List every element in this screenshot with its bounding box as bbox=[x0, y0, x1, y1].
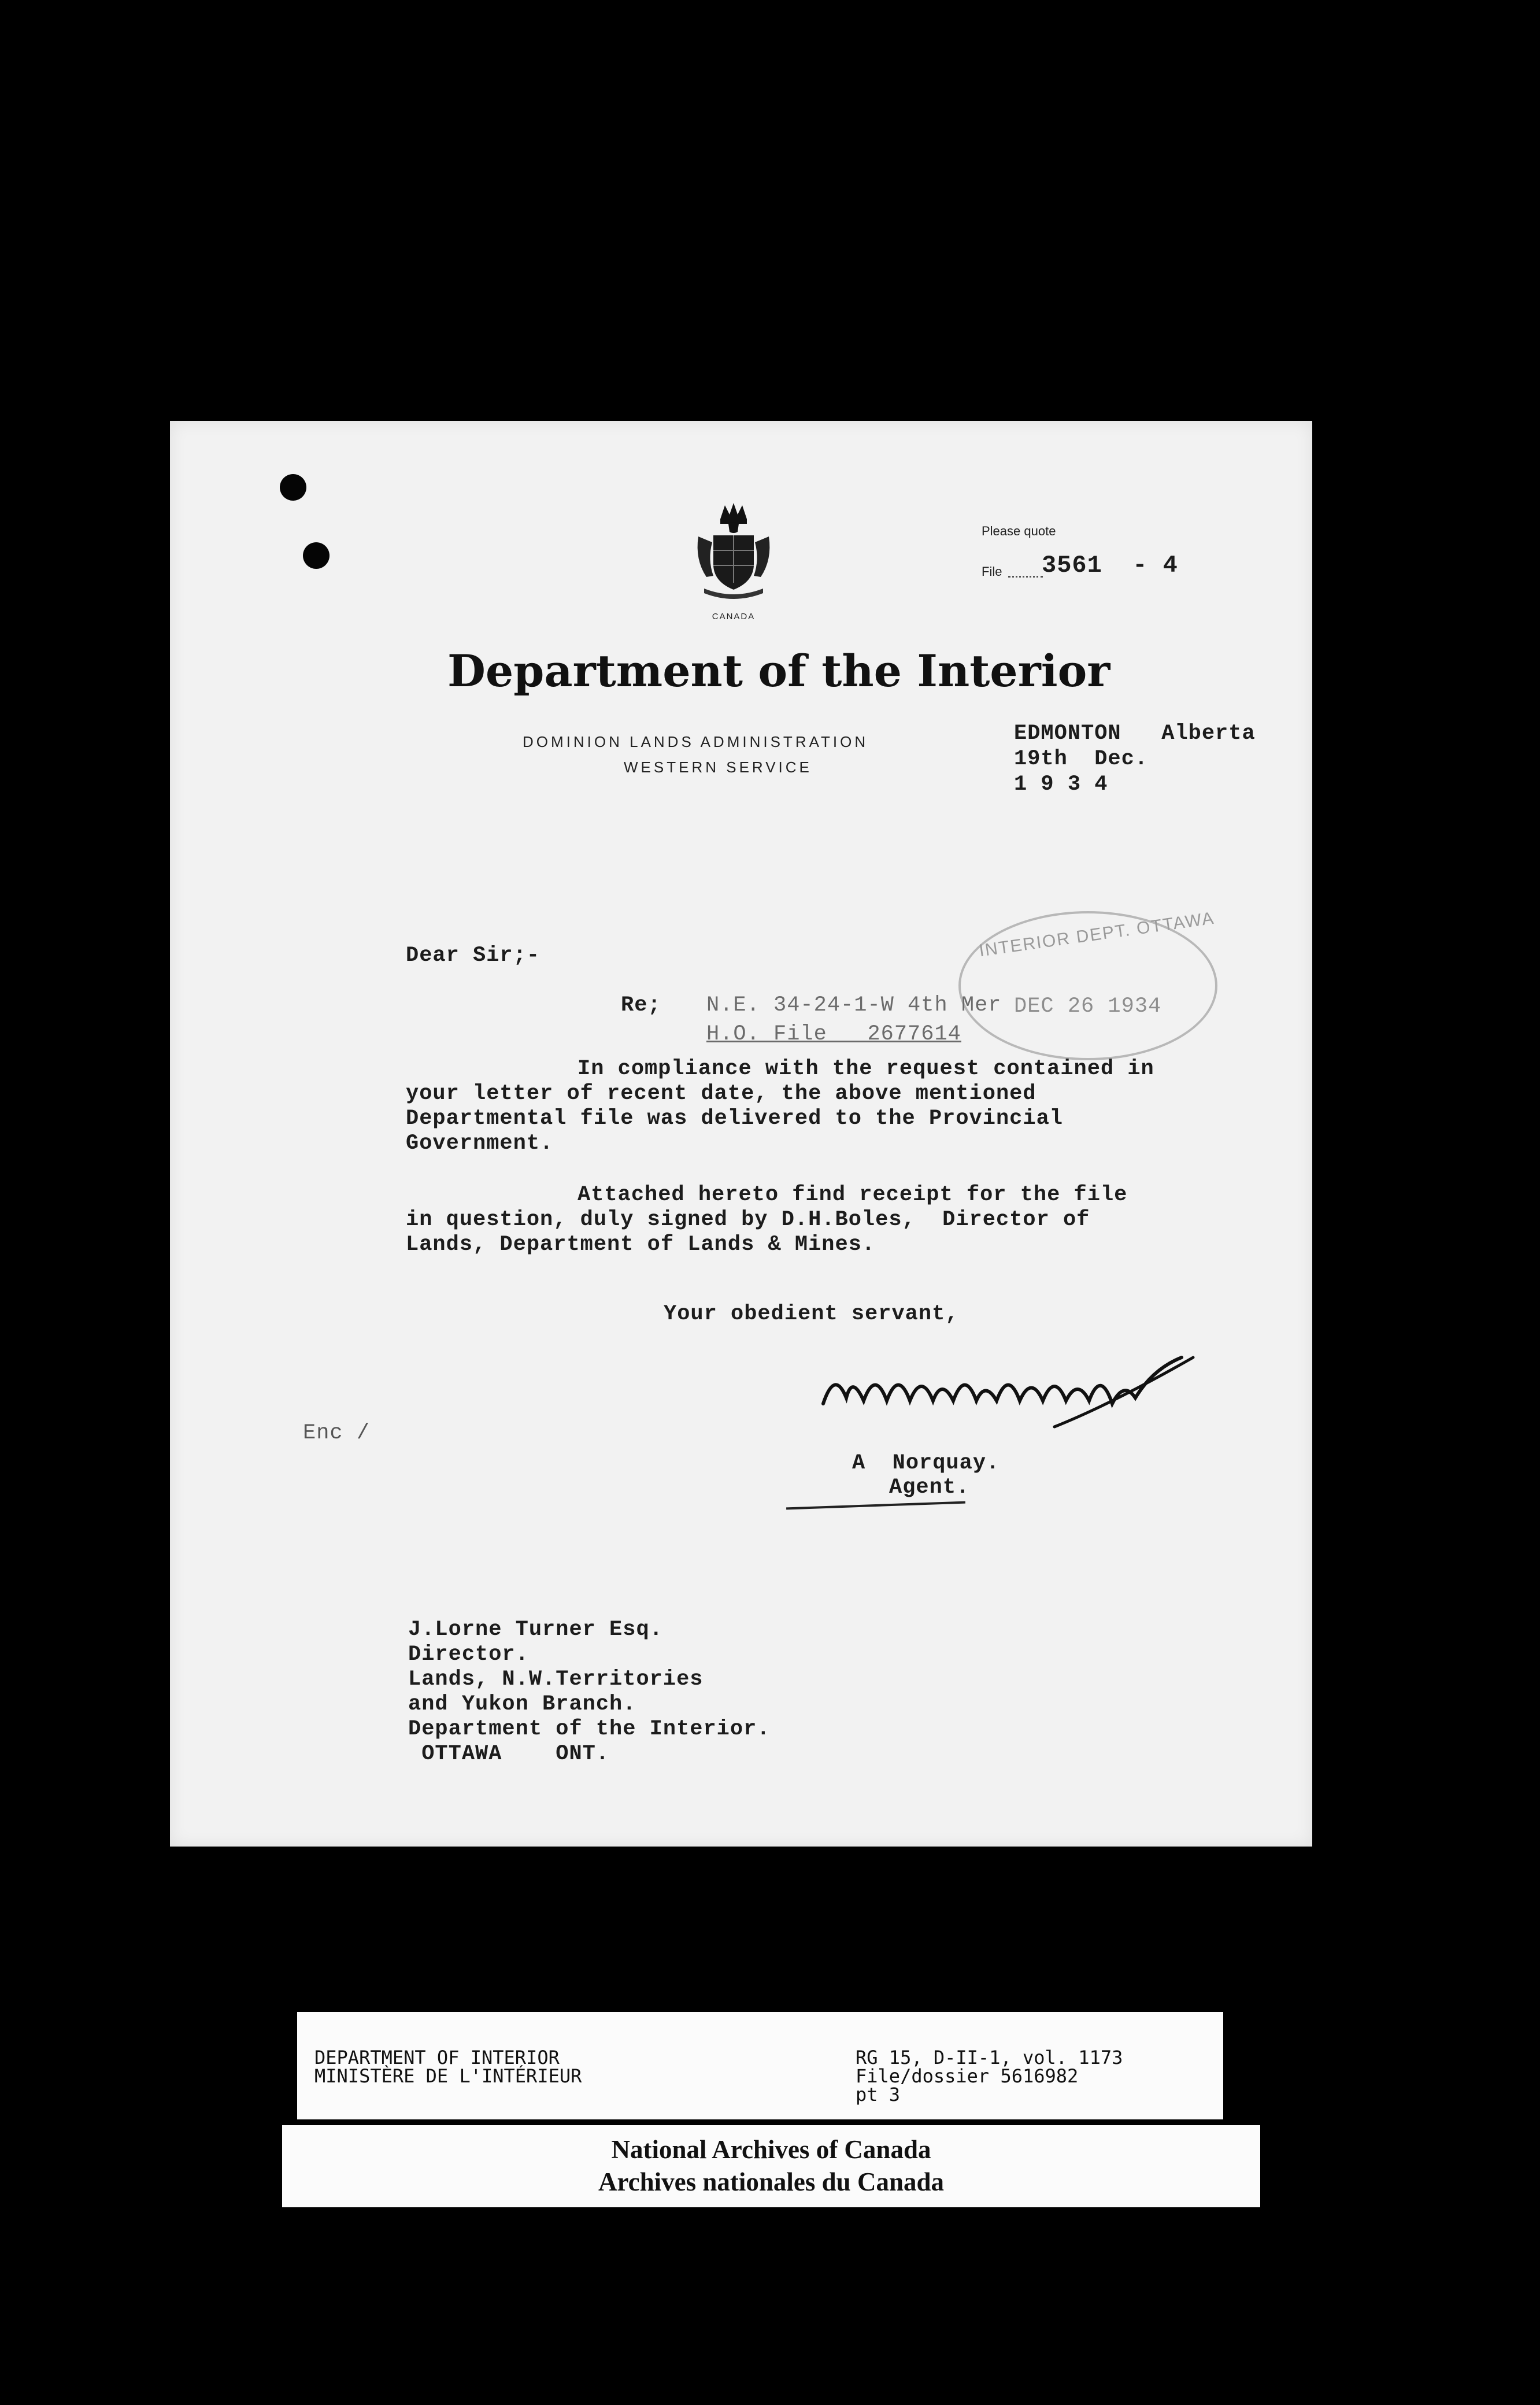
re-property: N.E. 34-24-1-W 4th Mer bbox=[706, 993, 1002, 1018]
archive-dept-en: DEPARTMENT OF INTERIOR bbox=[314, 2047, 560, 2069]
file-dotted-line bbox=[1008, 576, 1043, 578]
punch-hole-top bbox=[280, 474, 306, 501]
archive-rg-ref: RG 15, D-II-1, vol. 1173 bbox=[856, 2047, 1123, 2069]
enclosure-note: Enc / bbox=[303, 1421, 371, 1445]
addressee-line-4: and Yukon Branch. bbox=[408, 1692, 636, 1716]
re-label: Re; bbox=[621, 993, 661, 1018]
paragraph-2-line-2: in question, duly signed by D.H.Boles, Director of bbox=[406, 1208, 1090, 1232]
addressee-line-5: Department of the Interior. bbox=[408, 1717, 771, 1741]
archives-name-fr: Archives nationales du Canada bbox=[598, 2167, 945, 2196]
canada-crest bbox=[690, 502, 777, 603]
dla-subtitle: DOMINION LANDS ADMINISTRATION bbox=[523, 733, 869, 750]
salutation: Dear Sir;- bbox=[406, 944, 541, 968]
stamp-ring-text: INTERIOR DEPT. OTTAWA bbox=[978, 908, 1216, 961]
signature-underline bbox=[786, 1501, 965, 1510]
archives-name-en: National Archives of Canada bbox=[611, 2135, 931, 2164]
punch-hole-bottom bbox=[303, 542, 330, 569]
re-ho-file: H.O. File 2677614 bbox=[706, 1022, 961, 1046]
paragraph-2-line-3: Lands, Department of Lands & Mines. bbox=[406, 1233, 876, 1257]
paragraph-1-line-2: your letter of recent date, the above mentioned bbox=[406, 1082, 1036, 1106]
signer-name: A Norquay. bbox=[852, 1451, 1000, 1475]
department-title: Department of the Interior bbox=[447, 645, 1110, 697]
closing: Your obedient servant, bbox=[664, 1302, 959, 1326]
western-service-subtitle: WESTERN SERVICE bbox=[624, 758, 812, 776]
paragraph-1-line-4: Government. bbox=[406, 1131, 554, 1156]
signer-title: Agent. bbox=[889, 1475, 970, 1500]
archive-reference-label bbox=[297, 2012, 1223, 2119]
paragraph-1-line-1: In compliance with the request contained in bbox=[578, 1057, 1154, 1081]
crest-icon bbox=[690, 502, 777, 603]
file-label: File bbox=[982, 564, 1002, 579]
location-line: EDMONTON Alberta bbox=[1014, 722, 1256, 746]
received-stamp bbox=[958, 908, 1217, 1060]
paragraph-1-line-3: Departmental file was delivered to the Provincial bbox=[406, 1107, 1063, 1131]
letter-page bbox=[170, 421, 1312, 1847]
addressee-line-3: Lands, N.W.Territories bbox=[408, 1667, 704, 1692]
paragraph-2-line-1: Attached hereto find receipt for the file bbox=[578, 1183, 1128, 1207]
file-number: 3561 - 4 bbox=[1042, 552, 1178, 579]
crest-caption: CANADA bbox=[712, 612, 756, 621]
addressee-line-2: Director. bbox=[408, 1642, 529, 1667]
archive-dept-fr: MINISTÈRE DE L'INTÉRIEUR bbox=[314, 2065, 582, 2087]
addressee-line-1: J.Lorne Turner Esq. bbox=[408, 1618, 663, 1642]
please-quote-label: Please quote bbox=[982, 524, 1056, 538]
date-line-2: 1 9 3 4 bbox=[1014, 772, 1108, 797]
archive-file-ref: File/dossier 5616982 bbox=[856, 2065, 1079, 2087]
national-archives-banner bbox=[282, 2125, 1260, 2207]
handwritten-signature bbox=[812, 1346, 1216, 1438]
addressee-line-6: OTTAWA ONT. bbox=[408, 1742, 610, 1766]
stamp-date: DEC 26 1934 bbox=[1014, 994, 1162, 1019]
archive-part-ref: pt 3 bbox=[856, 2084, 901, 2106]
date-line-1: 19th Dec. bbox=[1014, 747, 1149, 771]
